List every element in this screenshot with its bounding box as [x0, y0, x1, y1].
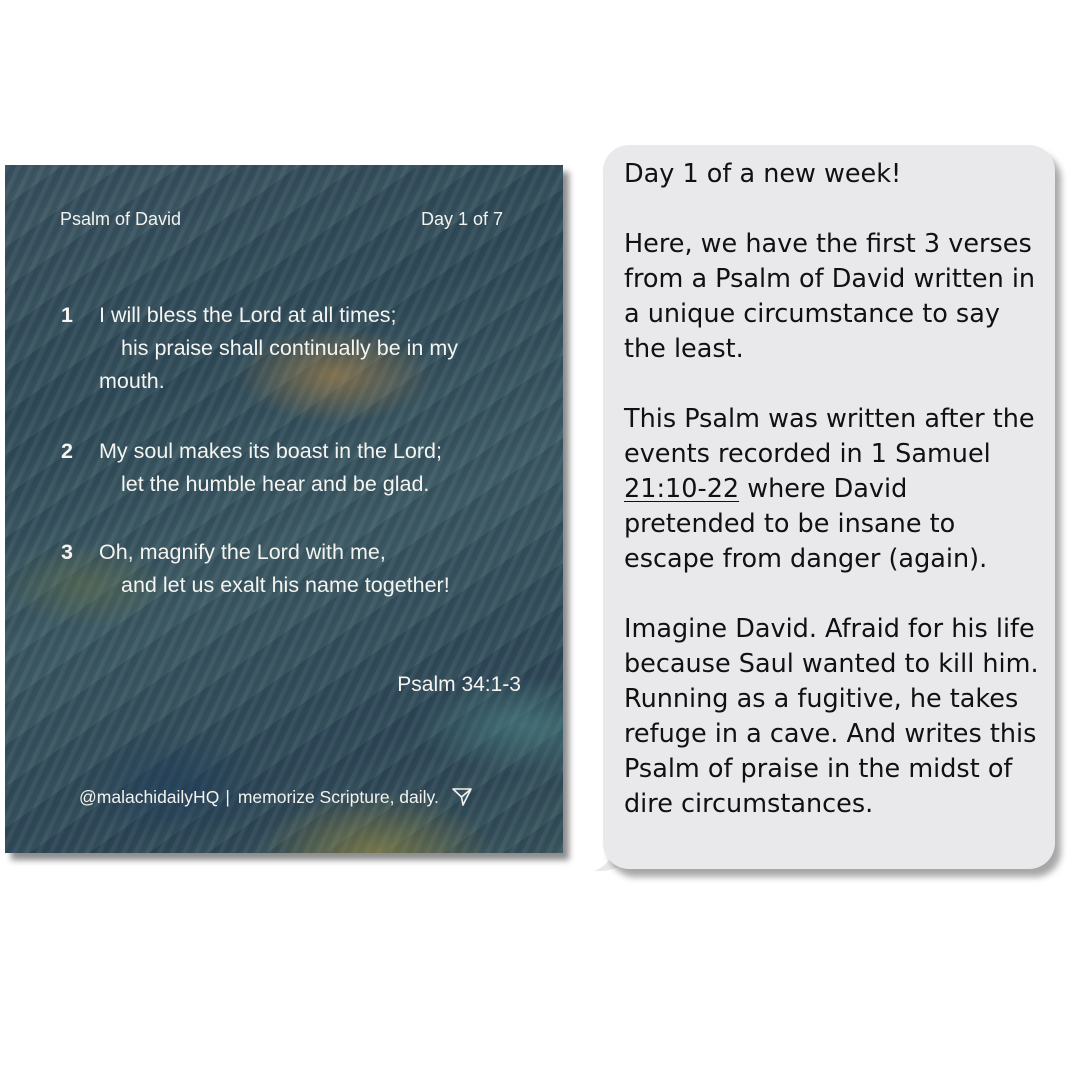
verse-2: [61, 435, 501, 501]
card-footer: [79, 786, 473, 808]
verse-1: [61, 299, 501, 398]
verse-line: mouth.: [99, 369, 165, 393]
message-text: [624, 157, 1044, 822]
message-paragraph: Here, we have the first 3 verses from a Psalm of David written in a unique circumstance to say the least.: [624, 229, 1036, 364]
verse-line: and let us exalt his name together!: [121, 573, 450, 597]
verse-3: [61, 536, 501, 602]
verse-line: My soul makes its boast in the Lord;: [99, 439, 442, 463]
verse-line: Oh, magnify the Lord with me,: [99, 540, 386, 564]
send-icon: [451, 786, 473, 808]
scripture-link[interactable]: 21:10-22: [624, 474, 740, 504]
verse-line: his praise shall continually be in my: [121, 336, 458, 360]
message-text-run: where David pretended to be insane to escape from danger (again).: [624, 474, 988, 574]
verse-number: 1: [61, 303, 73, 327]
message-paragraph: Imagine David. Afraid for his life because Saul wanted to kill him. Running as a fugitive, he takes refuge in a cave. And writes this Psalm of praise in the midst of dire circumstances.: [624, 614, 1039, 819]
footer-handle: @malachidailyHQ: [79, 786, 220, 807]
verse-line: let the humble hear and be glad.: [121, 472, 430, 496]
verse-number: 3: [61, 540, 73, 564]
verse-line: I will bless the Lord at all times;: [99, 303, 397, 327]
message-text-run: This Psalm was written after the events recorded in 1 Samuel: [624, 404, 1035, 469]
footer-tagline: memorize Scripture, daily.: [237, 786, 439, 807]
message-greeting: Day 1 of a new week!: [624, 159, 902, 189]
scripture-card: [5, 165, 563, 853]
verse-number: 2: [61, 439, 73, 463]
card-series-title: Psalm of David: [60, 209, 182, 229]
message-bubble: [603, 145, 1055, 869]
scripture-reference: Psalm 34:1-3: [397, 673, 521, 696]
footer-separator: |: [225, 786, 230, 807]
message-paragraph: [624, 402, 1044, 577]
card-day-counter: Day 1 of 7: [420, 209, 503, 229]
